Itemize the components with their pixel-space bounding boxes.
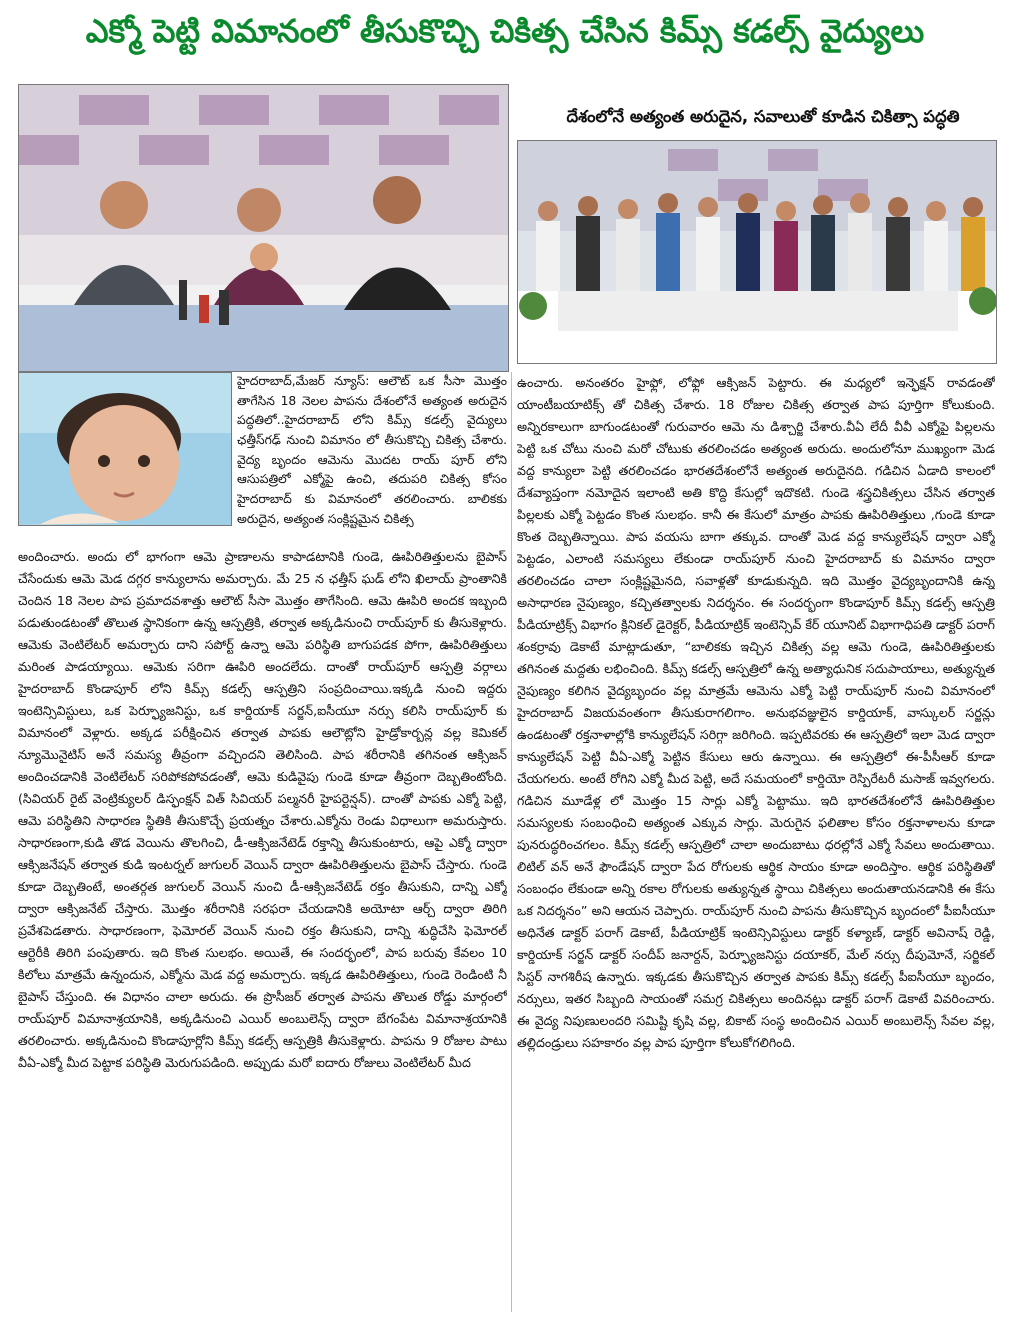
group-photo (517, 140, 997, 364)
headline: ఎక్మో పెట్టి విమానంలో తీసుకొచ్చి చికిత్స చేసిన కిమ్స్ కడల్స్ వైద్యులు (85, 12, 925, 50)
article-left-column (18, 546, 507, 1312)
subheadline: దేశంలోనే అత్యంత అరుదైన, సవాలుతో కూడిన చికిత్సా పద్ధతి (566, 107, 960, 126)
press-conference-photo (18, 84, 509, 372)
intro-paragraph (237, 372, 507, 546)
column-divider (511, 372, 512, 1312)
child-photo (18, 372, 232, 526)
article-right-column (517, 372, 995, 1312)
intro-text: హైదరాబాద్,మేజర్ న్యూస్: ఆలౌట్ ఒక సీసా మొత్తం తాగేసిన 18 నెలల పాపను దేశంలోనే అత్యంత అరుదైన పద్ధతిలో..హైదరాబాద్ లోని కిమ్స్ కడల్స్ వైద్యులు ఛత్తీస్‌గఢ్ నుంచి విమానం లో తీసుకొచ్చి చికిత్స చేశారు. వైద్య బృందం ఆమెను మొదట రాయ్ పూర్ లోని ఆసుపత్రిలో ఎక్మోపై ఉంచి, తదుపరి చికిత్స కోసం హైదరాబాద్ కు విమానంలో తరలించారు. బాలికకు అరుదైన, అత్యంత సంక్లిష్టమైన చికిత్స (237, 374, 507, 526)
right-column-text: ఉంచారు. అనంతరం హైఫ్లో, లోఫ్లో ఆక్సిజన్ పెట్టారు. ఈ మధ్యలో ఇన్ఫెక్షన్ రావడంతో యాంటీబయాటిక్స్ తో చికిత్స చేశారు. 18 రోజుల చికిత్స తర్వాత పాప పూర్తిగా కోలుకుంది. అన్నిరకాలుగా బాగుండటంతో గురువారం ఆమె ను డిశ్చార్జి చేశారు.వీఏ లేదీ వీవీ ఎక్మోపై పిల్లలను పెట్టి ఒక చోటు నుంచి మరో చోటుకు తరలించడం అత్యంత అరుదు. అందులోనూ ముఖ్యంగా మెడ వద్ద కాన్యులా పెట్టి తరలించడం భారతదేశంలోనే అత్యంత అరుదైనది. గడిచిన ఏడాది కాలంలో దేశవ్యాప్తంగా నమోదైన ఇలాంటి అతి కొద్ది కేసుల్లో ఇదొకటి. గుండె శస్త్రచికిత్సలు చేసిన తర్వాత పిల్లలకు ఎక్మో పెట్టడం కొంత సులభం. కానీ ఈ కేసులో మాత్రం పాపకు ఊపిరితిత్తులు ,గుండె కూడా కొంత దెబ్బతిన్నాయి. పాప వయసు బాగా తక్కువ. దాంతో మెడ వద్ద కాన్యులేషన్ ద్వారా ఎక్మో పెట్టడం, ఎలాంటి సమస్యలు లేకుండా రాయ్‌పూర్ నుంచి హైదరాబాద్ కు విమానం ద్వారా తరలించడం చాలా సంక్లిష్టమైనది, సవాళ్లతో కూడుకున్నది. ఇది మొత్తం వైద్యబృందానికి ఉన్న అసాధారణ నైపుణ్యం, కచ్చితత్వాలకు నిదర్శనం. ఈ సందర్భంగా కొండాపూర్ కిమ్స్ కడల్స్ ఆస్పత్రి పీడియాట్రిక్స్ విభాగం క్లినికల్ డైరెక్టర్, పీడియాట్రిక్ ఇంటెన్సివ్ కేర్ యూనిట్ విభాగాధిపతి డాక్టర్ పరాగ్ శంకర్రావు డెకాటే మాట్లాడుతూ, “బాలికకు ఇచ్చిన చికిత్స వల్ల ఆమె గుండె, ఊపిరితిత్తులకు తగినంత మద్దతు లభించింది. కిమ్స్ కడల్స్ ఆస్పత్రిలో ఉన్న అత్యాధునిక సదుపాయాలు, అత్యున్నత నైపుణ్యం కలిగిన వైద్యబృందం వల్ల మాత్రమే ఆమెను ఎక్మో పెట్టి రాయ్‌పూర్ నుంచి విమానంలో హైదరాబాద్ విజయవంతంగా తీసుకురాగలిగాం. అనుభవజ్ఞులైన కార్డియాక్, వాస్కులర్ సర్జన్లు ఉండటంతో రక్తనాళాల్లోకి కాన్యులేషన్ సరిగ్గా జరిగింది. ఇప్పటివరకు ఈ ఆస్పత్రిలో ఇలా మెడ ద్వారా కాన్యులేషన్ పెట్టి వీఏ-ఎక్మో పెట్టిన కేసులు ఆరు ఉన్నాయి. ఈ ఆస్పత్రిలో ఈ-పీసీఆర్ కూడా చేయగలరు. అంటే రోగిని ఎక్మో మీద పెట్టి, అదే సమయంలో కార్డియో రెస్పిరేటరీ మసాజ్ ఇవ్వగలరు. గడిచిన మూడేళ్ల లో మొత్తం 15 సార్లు ఎక్మో పెట్టాము. ఇది భారతదేశంలోనే ఊపిరితిత్తుల సమస్యలకు సంబంధించి అత్యంత ఎక్కువ సార్లు. మెరుగైన ఫలితాల కోసం రక్తనాళాలను కూడా పునరుద్ధరించగలం. కిమ్స్ కడల్స్ ఆస్పత్రిలో చాలా అందుబాటు ధరల్లోనే ఎక్మో సేవలు అందుతాయి. లిటిల్ వన్ అనే ఫౌండేషన్ ద్వారా పేద రోగులకు ఆర్థిక సాయం కూడా అందిస్తాం. ఆర్థిక పరిస్థితితో సంబంధం లేకుండా అన్ని రకాల రోగులకు అత్యున్నత స్థాయి చికిత్సలు అందుతాయనడానికి ఈ కేసు ఒక నిదర్శనం” అని ఆయన చెప్పారు. రాయ్‌పూర్ నుంచి పాపను తీసుకొచ్చిన బృందంలో పీఐసీయూ అధినేత డాక్టర్ పరాగ్ డెకాటే, పీడియాట్రిక్ ఇంటెన్సివిస్టులు డాక్టర్ కళ్యాణ్, డాక్టర్ అవినాష్ రెడ్డి, కార్డియాక్ సర్జన్ డాక్టర్ సందీప్ జనార్దన్, పెర్ఫ్యూజనిస్టు దయాకర్, మేల్ నర్సు దీపుమోనే, సర్జికల్ సిస్టర్ నాగశిరీష ఉన్నారు. ఇక్కడకు తీసుకొచ్చిన తర్వాత పాపకు కిమ్స్ కడల్స్ పీఐసీయూ బృందం, నర్సులు, ఇతర సిబ్బంది సాయంతో సమగ్ర చికిత్సలు అందినట్లు డాక్టర్ పరాగ్ డెకాటే వివరించారు. ఈ వైద్య నిపుణులందరి సమిష్టి కృషి వల్ల, బికాట్ సంస్థ అందించిన ఎయిర్ అంబులెన్స్ సేవల వల్ల, తల్లిదండ్రులు సహకారం వల్ల పాప పూర్తిగా కోలుకోగలిగింది. (517, 375, 995, 1050)
left-column-text: అందించారు. అందు లో భాగంగా ఆమె ప్రాణాలను కాపాడటానికి గుండె, ఊపిరితిత్తులను బైపాస్ చేసేందుకు ఆమె మెడ దగ్గర కాన్యులాను అమర్చారు. మే 25 న ఛత్తీస్ ఘడ్ లోని ఖిలాయ్ ప్రాంతానికి చెందిన 18 నెలల పాప ప్రమాదవశాత్తు ఆలౌట్ సీసా మొత్తం తాగేసింది. ఆమె ఊపిరి అందక ఇబ్బంది పడుతుండటంతో తొలుత స్థానికంగా ఉన్న ఆస్పత్రికి, తర్వాత అక్కడినుంచి రాయ్‌పూర్ కు తీసుకెళ్లారు. ఆమెకు వెంటిలేటర్ అమర్చారు దాని సపోర్ట్ ఉన్నా ఆమె పరిస్థితి బాగుపడక పోగా, ఊపిరితిత్తులు మరింత పాడయ్యాయి. ఆమెకు సరిగా ఊపిరి అందలేదు. దాంతో రాయ్‌పూర్ ఆస్పత్రి వర్గాలు హైదరాబాద్ కొండాపూర్ లోని కిమ్స్ కడల్స్ ఆస్పత్రిని సంప్రదించాయి.ఇక్కడి నుంచి ఇద్దరు ఇంటెన్సివిస్టులు, ఒక పెర్ఫ్యూజనిస్టు, ఒక కార్డియాక్ సర్జన్,ఐసీయూ నర్సు కలిసి రాయ్‌పూర్ కు విమానంలో వెళ్లారు. అక్కడ పరీక్షించిన తర్వాత పాపకు ఆలౌట్లోని హైడ్రోకార్బన్ల వల్ల కెమికల్ న్యూమొనైటిస్ అనే సమస్య తీవ్రంగా వచ్చిందని తెలిసింది. పాప శరీరానికి తగినంత ఆక్సిజన్ అందించడానికి వెంటిలేటర్ సరిపోకపోవడంతో, ఆమె కుడివైపు గుండె కూడా తీవ్రంగా దెబ్బతింటోంది. (సివియర్ రైట్ వెంట్రిక్యులర్ డిస్ఫంక్షన్ విత్ సివియర్ పల్మనరీ హైపర్టెన్షన్). దాంతో పాపకు ఎక్మో పెట్టి, ఆమె పరిస్థితిని సాధారణ స్థితికి తీసుకొచ్చే ప్రయత్నం చేశారు.ఎక్మోను రెండు విధాలుగా అమరుస్తారు. సాధారణంగా,కుడి తొడ వెయిను తొలగించి, డీ-ఆక్సిజనేటెడ్ రక్తాన్ని తీసుకుంటారు, ఆపై ఎక్మో ద్వారా ఆక్సిజనేషన్ తర్వాత కుడి ఇంటర్నల్ జుగులర్ వెయిన్ ద్వారా ఊపిరితిత్తులను బైపాస్ చేస్తారు. గుండె కూడా దెబ్బతింటే, అంతర్గత జుగులర్ వెయిన్ నుంచి డీ-ఆక్సిజనేటెడ్ రక్తం తీసుకుని, దాన్ని ఎక్మో ద్వారా ఆక్సిజనేట్ చేస్తారు. మొత్తం శరీరానికి సరఫరా చేయడానికి అయోటా ఆర్చ్ ద్వారా తిరిగి ప్రవేశపెడతారు. సాధారణంగా, ఫెమోరల్ వెయిన్ నుంచి రక్తం తీసుకుని, దాన్ని శుద్ధిచేసి ఫెమోరల్ ఆర్టెరీకి తిరిగి పంపుతారు. ఇది కొంత సులభం. అయితే, ఈ సందర్భంలో, పాప బరువు కేవలం 10 కిలోలు మాత్రమే ఉన్నందున, ఎక్మోను మెడ వద్ద అమర్చారు. ఇక్కడ ఊపిరితిత్తులు, గుండె రెండింటి నీ బైపాస్ చేస్తుంది. ఈ విధానం చాలా అరుదు. ఈ ప్రొసీజర్ తర్వాత పాపను తొలుత రోడ్డు మార్గంలో రాయ్‌పూర్ విమానాశ్రయానికి, అక్కడినుంచి ఎయిర్ అంబులెన్స్ ద్వారా బేగంపేట విమానాశ్రయానికి తరలించారు. అక్కడినుంచి కొండాపూర్లోని కిమ్స్ కడల్స్ ఆస్పత్రికి తీసుకెళ్లారు. పాపను 9 రోజుల పాటు వీఏ-ఎక్మో మీద పెట్టాక పరిస్థితి మెరుగుపడింది. అప్పుడు మరో ఐదారు రోజులు వెంటిలేటర్ మీద (18, 549, 507, 1070)
